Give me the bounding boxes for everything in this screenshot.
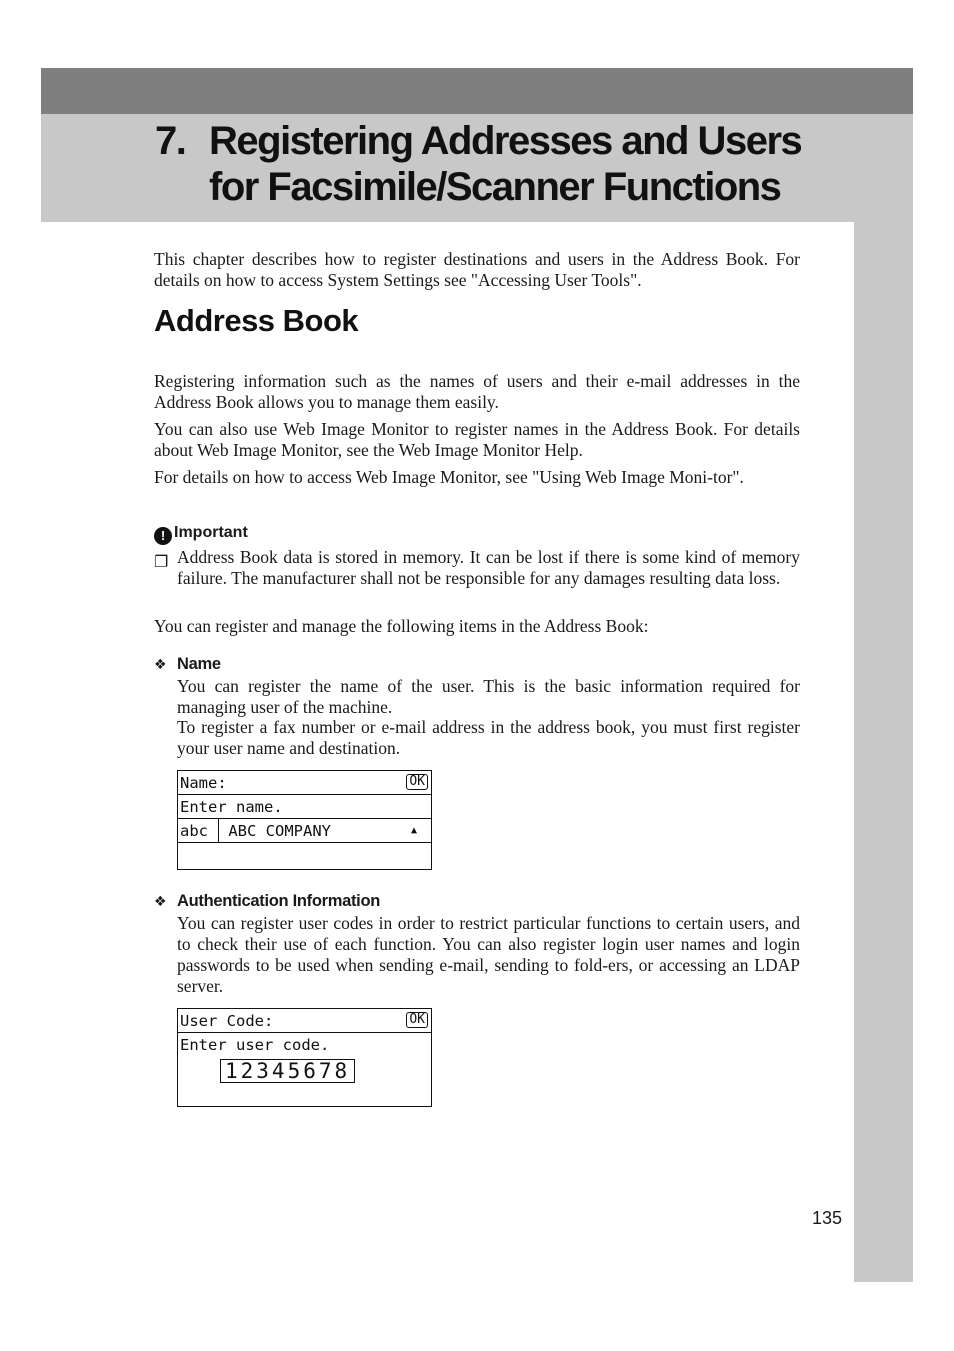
- diamond-bullet-icon: ❖: [154, 657, 167, 673]
- checkbox-bullet-icon: ❐: [154, 554, 169, 571]
- lcd-code-prompt-row: [178, 1033, 431, 1057]
- side-tab: [854, 222, 913, 1282]
- lcd-name-mode-label: abc: [180, 822, 208, 840]
- section-para-2: You can also use Web Image Monitor to register names in the Address Book. For details about Web Image Monitor, see the Web Image Monitor Help.: [154, 419, 800, 460]
- item-auth-heading: [154, 892, 380, 911]
- chapter-title-line1: Registering Addresses and Users: [209, 119, 802, 163]
- item-name-heading: [154, 655, 221, 674]
- item-name-title: Name: [177, 655, 221, 673]
- lcd-code-screen: [177, 1008, 432, 1107]
- lcd-name-input-row: [178, 819, 431, 843]
- lcd-name-value[interactable]: ABC COMPANY: [228, 822, 331, 840]
- lcd-name-prompt: Enter name.: [180, 798, 283, 816]
- section-para-3: For details on how to access Web Image Monitor, see "Using Web Image Moni-tor".: [154, 467, 744, 487]
- important-item: Address Book data is stored in memory. It can be lost if there is some kind of memory failure. The manufacturer shall not be responsible for any damages resulting data loss.: [177, 547, 800, 588]
- chapter-number: 7.: [155, 119, 186, 163]
- lcd-name-screen: [177, 770, 432, 870]
- item-auth-text1: You can register user codes in order to restrict particular functions to certain users, and to check their use of each function. You can also register login user names and login passwords to be used when sending e-mail, sending to fold-ers, or accessing an LDAP server.: [177, 913, 800, 996]
- lcd-code-ok-button[interactable]: OK: [406, 1012, 428, 1028]
- page-number: 135: [812, 1208, 843, 1228]
- lcd-code-value[interactable]: 12345678: [220, 1059, 355, 1083]
- chapter-title: [155, 118, 801, 210]
- important-heading: [154, 524, 248, 545]
- lcd-name-ok-button[interactable]: OK: [406, 774, 428, 790]
- lcd-name-empty-row: [178, 843, 431, 867]
- item-name-text2: To register a fax number or e-mail address in the address book, you must first register your user name and destination.: [177, 717, 800, 758]
- intro-paragraph: This chapter describes how to register destinations and users in the Address Book. For details on how to access System Settings see "Accessing User Tools".: [154, 249, 800, 290]
- lcd-code-title: User Code:: [180, 1012, 274, 1030]
- item-name-text1: You can register the name of the user. This is the basic information required for managing user of the machine.: [177, 676, 800, 717]
- lcd-name-prompt-row: [178, 795, 431, 819]
- register-intro: You can register and manage the following items in the Address Book:: [154, 616, 649, 636]
- lcd-name-mode: [178, 819, 219, 843]
- lcd-code-title-row: [178, 1009, 431, 1033]
- important-label: Important: [174, 524, 248, 541]
- section-heading: Address Book: [154, 303, 359, 338]
- lcd-name-title-row: [178, 771, 431, 795]
- lcd-code-prompt: Enter user code.: [180, 1036, 330, 1054]
- chapter-title-line2: for Facsimile/Scanner Functions: [209, 165, 781, 209]
- cursor-up-arrow-icon: ▲: [410, 825, 417, 836]
- item-auth-title: Authentication Information: [177, 892, 381, 910]
- lcd-name-title: Name:: [180, 774, 227, 792]
- header-bar: [41, 68, 913, 114]
- section-para-1: Registering information such as the names of users and their e-mail addresses in the Address Book allows you to manage them easily.: [154, 371, 800, 412]
- diamond-bullet-icon: ❖: [154, 894, 167, 910]
- important-icon: !: [154, 527, 172, 545]
